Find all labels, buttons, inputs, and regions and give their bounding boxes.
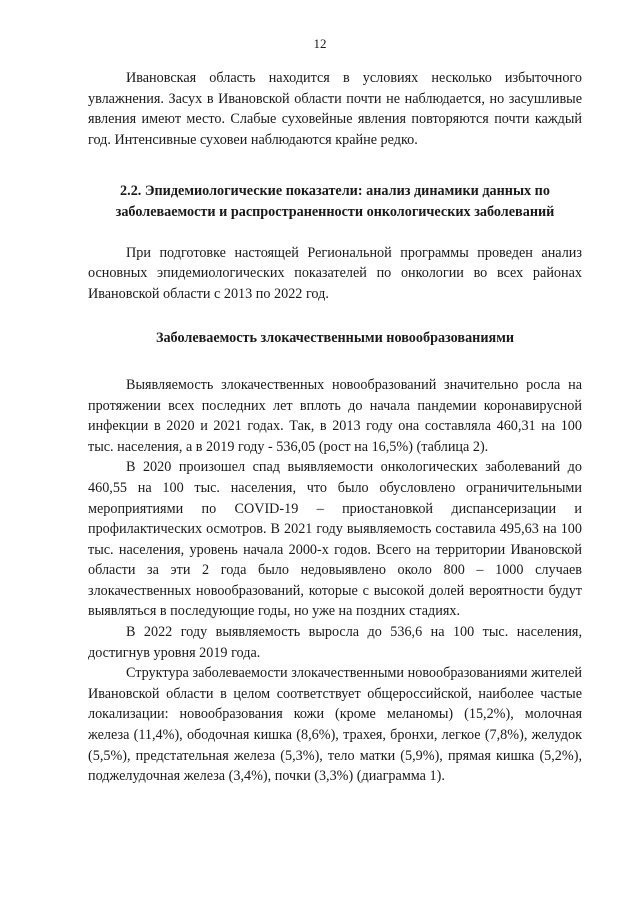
paragraph-climate: Ивановская область находится в условиях несколько избыточного увлажнения. Засух в Ивановской области почти не наблюдается, но засушливые явления имеют место. Слабые суховейные явления повторяются почти каждый год. Интенсивные суховеи наблюдаются крайне редко. — [88, 70, 582, 148]
paragraph-structure: Структура заболеваемости злокачественными новообразованиями жителей Ивановской области в целом соответствует общероссийской, наиболее частые локализации: новообразования кожи (кроме меланомы) (15,2%), молочная железа (11,4%), ободочная кишка (8,6%), трахея, бронхи, легкое (7,8%), желудок (5,5%), предстательная железа (5,3%), тело матки (5,9%), прямая кишка (5,2%), поджелудочная железа (3,4%), почки (3,3%) (диаграмма 1). — [88, 665, 582, 785]
paragraph-detection-growth: Выявляемость злокачественных новообразований значительно росла на протяжении всех последних лет вплоть до начала пандемии коронавирусной инфекции в 2020 и 2021 годах. Так, в 2013 году она составляла 460,31 на 100 тыс. населения, а в 2019 году - 536,05 (рост на 16,5%) (таблица 2). — [88, 376, 582, 455]
page-number: 12 — [313, 36, 327, 51]
paragraph-analysis-intro: При подготовке настоящей Региональной программы проведен анализ основных эпидемиологических показателей по онкологии во всех районах Ивановской области с 2013 по 2022 год. — [88, 244, 582, 302]
page-content — [88, 68, 582, 787]
section-heading: 2.2. Эпидемиологические показатели: анализ динамики данных по заболеваемости и распространенности онкологических заболеваний — [115, 183, 555, 220]
paragraph-detection-2022: В 2022 году выявляемость выросла до 536,6 на 100 тыс. населения, достигнув уровня 2019 года. — [88, 624, 582, 661]
paragraph-detection-2020: В 2020 произошел спад выявляемости онкологических заболеваний до 460,55 на 100 тыс. населения, что было обусловлено ограничительными мероприятиями по COVID-19 – приостановкой диспансеризации и профилактических осмотров. В 2021 году выявляемость составила 495,63 на 100 тыс. населения, уровень начала 2000-х годов. Всего на территории Ивановской области за эти 2 года было недовыявлено около 800 – 1000 случаев злокачественных новообразований, которые с высокой долей вероятности будут выявляться в последующие годы, но уже на поздних стадиях. — [88, 459, 582, 620]
subsection-heading: Заболеваемость злокачественными новообразованиями — [155, 330, 515, 347]
